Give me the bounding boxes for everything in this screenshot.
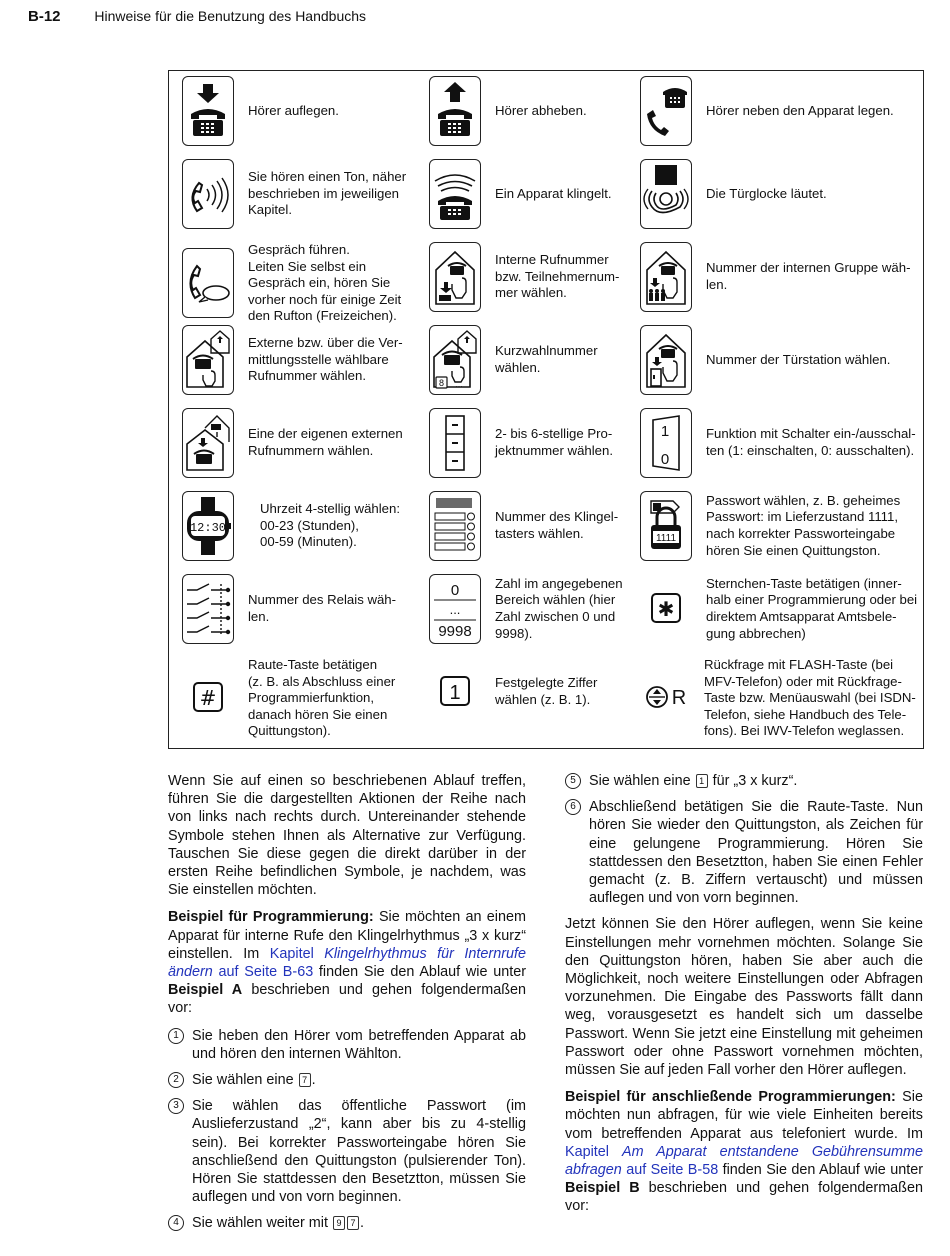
legend-cell bbox=[182, 408, 403, 478]
legend-cell bbox=[182, 491, 400, 561]
r-key-label: R bbox=[671, 687, 687, 710]
pick-up-icon bbox=[429, 76, 481, 146]
legend-text: Nummer der internen Gruppe wäh- len. bbox=[706, 260, 911, 292]
legend-cell bbox=[640, 574, 917, 644]
page-header bbox=[28, 8, 366, 25]
legend-text: Nummer des Klingel- tasters wählen. bbox=[495, 509, 619, 541]
legend-cell bbox=[429, 574, 623, 644]
page-title: Hinweise für die Benutzung des Handbuchs bbox=[94, 8, 367, 24]
list-item: 4 Sie wählen weiter mit 9 7 . bbox=[168, 1214, 526, 1232]
chapter-link-klingelrhythmus[interactable]: Kapitel Klingelrhythmus für Internrufe ändern auf Seite B-63 bbox=[168, 945, 527, 981]
legend-cell bbox=[640, 408, 916, 478]
own-external-number-icon bbox=[182, 408, 234, 478]
step-number: 4 bbox=[168, 1215, 184, 1231]
symbol-legend-table bbox=[168, 70, 924, 749]
list-item: 2 Sie wählen eine 7 . bbox=[168, 1071, 526, 1089]
receiver-beside-icon bbox=[640, 76, 692, 146]
step-number: 2 bbox=[168, 1072, 184, 1088]
legend-text: Passwort wählen, z. B. geheimes Passwort: im Lieferzustand 1111, nach korrekter Passworteingabe hören Sie einen Quittungston. bbox=[706, 492, 901, 558]
flash-r-key-icon bbox=[640, 663, 692, 733]
legend-cell bbox=[429, 657, 597, 727]
legend-text: Rückfrage mit FLASH-Taste (bei MFV-Telefon) oder mit Rückfrage- Taste bzw. Menüauswahl (bei ISDN- Telefon, siehe Handbuch des Tele- fons). Bei IWV-Telefon weglassen. bbox=[704, 657, 916, 739]
chapter-link-gebuehrensumme[interactable]: Kapitel Am Apparat entstandene Gebührensumme abfragen auf Seite B-58 bbox=[565, 1143, 924, 1179]
step-number: 6 bbox=[565, 799, 581, 815]
relay-icon bbox=[182, 574, 234, 644]
legend-cell bbox=[640, 242, 911, 312]
range-from-label: 0 bbox=[450, 582, 460, 599]
legend-text: Nummer der Türstation wählen. bbox=[706, 351, 891, 367]
tone-icon bbox=[182, 159, 234, 229]
legend-cell bbox=[429, 242, 619, 312]
legend-text: Kurzwahlnummer wählen. bbox=[495, 343, 598, 375]
doorbell-icon bbox=[640, 159, 692, 229]
step-number: 5 bbox=[565, 773, 581, 789]
legend-cell bbox=[640, 657, 916, 740]
legend-text: Externe bzw. über die Ver- mittlungsstelle wählbare Rufnummer wählen. bbox=[248, 335, 403, 384]
legend-text: Festgelegte Ziffer wählen (z. B. 1). bbox=[495, 675, 598, 707]
legend-text: Gespräch führen. Leiten Sie selbst ein Gespräch ein, hören Sie vorher noch für einige Zeit den Rufton (Freizeichen). bbox=[248, 242, 402, 324]
step-number: 1 bbox=[168, 1028, 184, 1044]
legend-cell bbox=[429, 325, 598, 395]
page-number: B-12 bbox=[28, 8, 61, 25]
legend-cell bbox=[640, 325, 890, 395]
range-dots-label: ... bbox=[449, 602, 461, 617]
digit-key-icon bbox=[429, 657, 481, 727]
clock-icon bbox=[182, 491, 234, 561]
hang-up-paragraph: Jetzt können Sie den Hörer auflegen, wenn Sie keine Einstellungen mehr vornehmen möchten. Solange Sie den Quittungston hören, haben Sie aber auch die Möglichkeit, noch weitere Einstellungen oder Abfragen vorzunehmen. Die Eingabe des Passworts fällt dann weg, vorausgesetzt es handelt sich um dasselbe Passwort. Wenn Sie jetzt eine Einstellung mit geheimen Passwort oder ohne Passwort vornehmen möchten, müssen Sie auf jeden Fall vorher den Hörer auflegen. bbox=[565, 916, 923, 1079]
list-item: 5 Sie wählen eine 1 für „3 x kurz“. bbox=[565, 772, 923, 790]
legend-text: Raute-Taste betätigen (z. B. als Abschluss einer Programmierfunktion, danach hören Sie einen Quittungston). bbox=[248, 657, 396, 739]
legend-text: Sternchen-Taste betätigen (inner- halb einer Programmierung oder bei direktem Amtsapparat Amtsbele- gung abbrechen) bbox=[706, 575, 918, 641]
key-nine-icon: 9 bbox=[333, 1216, 345, 1230]
list-item: 3 Sie wählen das öffentliche Passwort (im Auslieferzustand „2“, kann aber bis zu 4-stellig sein). Bei korrekter Passworteingabe hören Sie anschließend den Quittungston (pulsierender Ton). Hören Sie stattdessen den Besetztton, müssen Sie auflegen und von vorn beginnen. bbox=[168, 1097, 526, 1206]
key-seven-icon: 7 bbox=[347, 1216, 359, 1230]
door-station-icon bbox=[640, 325, 692, 395]
key-seven-icon: 7 bbox=[299, 1073, 311, 1087]
phone-ringing-icon bbox=[429, 159, 481, 229]
legend-text: Funktion mit Schalter ein-/ausschal- ten (1: einschalten, 0: ausschalten). bbox=[706, 426, 916, 458]
right-text-column bbox=[565, 772, 923, 1225]
legend-text: Uhrzeit 4-stellig wählen: 00-23 (Stunden), 00-59 (Minuten). bbox=[260, 501, 400, 550]
legend-text: Sie hören einen Ton, näher beschrieben im jeweiligen Kapitel. bbox=[248, 169, 407, 218]
legend-cell bbox=[182, 242, 401, 325]
legend-cell bbox=[182, 657, 395, 740]
legend-text: Interne Rufnummer bzw. Teilnehmernum- mer wählen. bbox=[495, 252, 620, 301]
legend-text: Hörer neben den Apparat legen. bbox=[706, 102, 894, 118]
legend-cell bbox=[182, 325, 403, 395]
legend-cell bbox=[429, 76, 587, 146]
star-key-icon bbox=[640, 574, 692, 644]
example-a-paragraph: Beispiel für Programmierung: Sie möchten an einem Apparat für interne Rufe den Klingelrhythmus „3 x kurz“ einstellen. Im Kapitel Klingelrhythmus für Internrufe ändern auf Seite B-63 finden Sie den Ablauf wie unter Beispiel A beschrieben und gehen folgendermaßen vor: bbox=[168, 909, 527, 1017]
left-text-column bbox=[168, 772, 526, 1241]
hash-key-label: # bbox=[199, 686, 217, 711]
legend-text: Eine der eigenen externen Rufnummern wählen. bbox=[248, 426, 403, 458]
legend-cell bbox=[182, 159, 406, 229]
legend-text: Zahl im angegebenen Bereich wählen (hier Zahl zwischen 0 und 9998). bbox=[495, 575, 623, 641]
speed-dial-digit: 8 bbox=[438, 378, 445, 388]
list-item: 6 Abschließend betätigen Sie die Raute-Taste. Nun hören Sie wieder den Quittungston, als Zeichen für eine gelungene Programmierung. Hören Sie stattdessen den Besetztton, haben Sie einen Fehler gemacht (z. B. Ziffern vertauscht) und müssen auflegen und von vorn beginnen. bbox=[565, 798, 923, 907]
digit-key-label: 1 bbox=[449, 682, 461, 704]
number-range-icon bbox=[429, 574, 481, 644]
list-item: 1 Sie heben den Hörer vom betreffenden Apparat ab und hören den internen Wählton. bbox=[168, 1027, 526, 1063]
project-number-icon bbox=[429, 408, 481, 478]
external-number-icon bbox=[182, 325, 234, 395]
switch-off-label: 0 bbox=[660, 451, 670, 468]
legend-cell bbox=[182, 76, 339, 146]
legend-text: Ein Apparat klingelt. bbox=[495, 185, 612, 201]
legend-cell bbox=[429, 159, 612, 229]
legend-text: Nummer des Relais wäh- len. bbox=[248, 592, 397, 624]
password-label: 1111 bbox=[655, 533, 677, 544]
hang-up-icon bbox=[182, 76, 234, 146]
switch-on-label: 1 bbox=[660, 423, 670, 440]
intro-paragraph: Wenn Sie auf einen so beschriebenen Ablauf treffen, führen Sie die dargestellten Aktionen der Reihe nach von links nach rechts durch. Untereinander stehende Symbole stehen Ihnen als Alternative zur Verfügung. Tauschen Sie diese gegen die direkt darüber in der ersten Reihe befindlichen Symbole, je nachdem, was Sie einstellen möchten. bbox=[168, 773, 526, 899]
clock-time-label: 12:30 bbox=[189, 521, 227, 535]
password-lock-icon bbox=[640, 491, 692, 561]
example-b-paragraph: Beispiel für anschließende Programmierungen: Sie möchten nun abfragen, für wie viele Einheiten bereits vom betreffenden Apparat aus telefoniert wurde. Im Kapitel Am Apparat entstandene Gebührensumme abfragen auf Seite B-58 finden Sie den Ablauf wie unter Beispiel B beschrieben und gehen folgendermaßen vor: bbox=[565, 1089, 924, 1215]
legend-cell bbox=[429, 408, 613, 478]
legend-cell bbox=[640, 76, 894, 146]
bell-button-icon bbox=[429, 491, 481, 561]
star-key-label: ✱ bbox=[657, 597, 675, 621]
key-one-icon: 1 bbox=[696, 774, 708, 788]
range-to-label: 9998 bbox=[438, 623, 472, 640]
hash-key-icon bbox=[182, 663, 234, 733]
legend-cell bbox=[182, 574, 396, 644]
legend-cell bbox=[429, 491, 618, 561]
legend-text: Die Türglocke läutet. bbox=[706, 185, 827, 201]
switch-icon bbox=[640, 408, 692, 478]
conversation-icon bbox=[182, 248, 234, 318]
legend-text: 2- bis 6-stellige Pro- jektnummer wählen. bbox=[495, 426, 614, 458]
legend-text: Hörer abheben. bbox=[495, 102, 587, 118]
legend-text: Hörer auflegen. bbox=[248, 102, 339, 118]
svg-text:…: … bbox=[455, 380, 463, 389]
internal-number-icon bbox=[429, 242, 481, 312]
speed-dial-icon bbox=[429, 325, 481, 395]
legend-cell bbox=[640, 491, 900, 561]
step-number: 3 bbox=[168, 1098, 184, 1114]
legend-cell bbox=[640, 159, 827, 229]
internal-group-icon bbox=[640, 242, 692, 312]
